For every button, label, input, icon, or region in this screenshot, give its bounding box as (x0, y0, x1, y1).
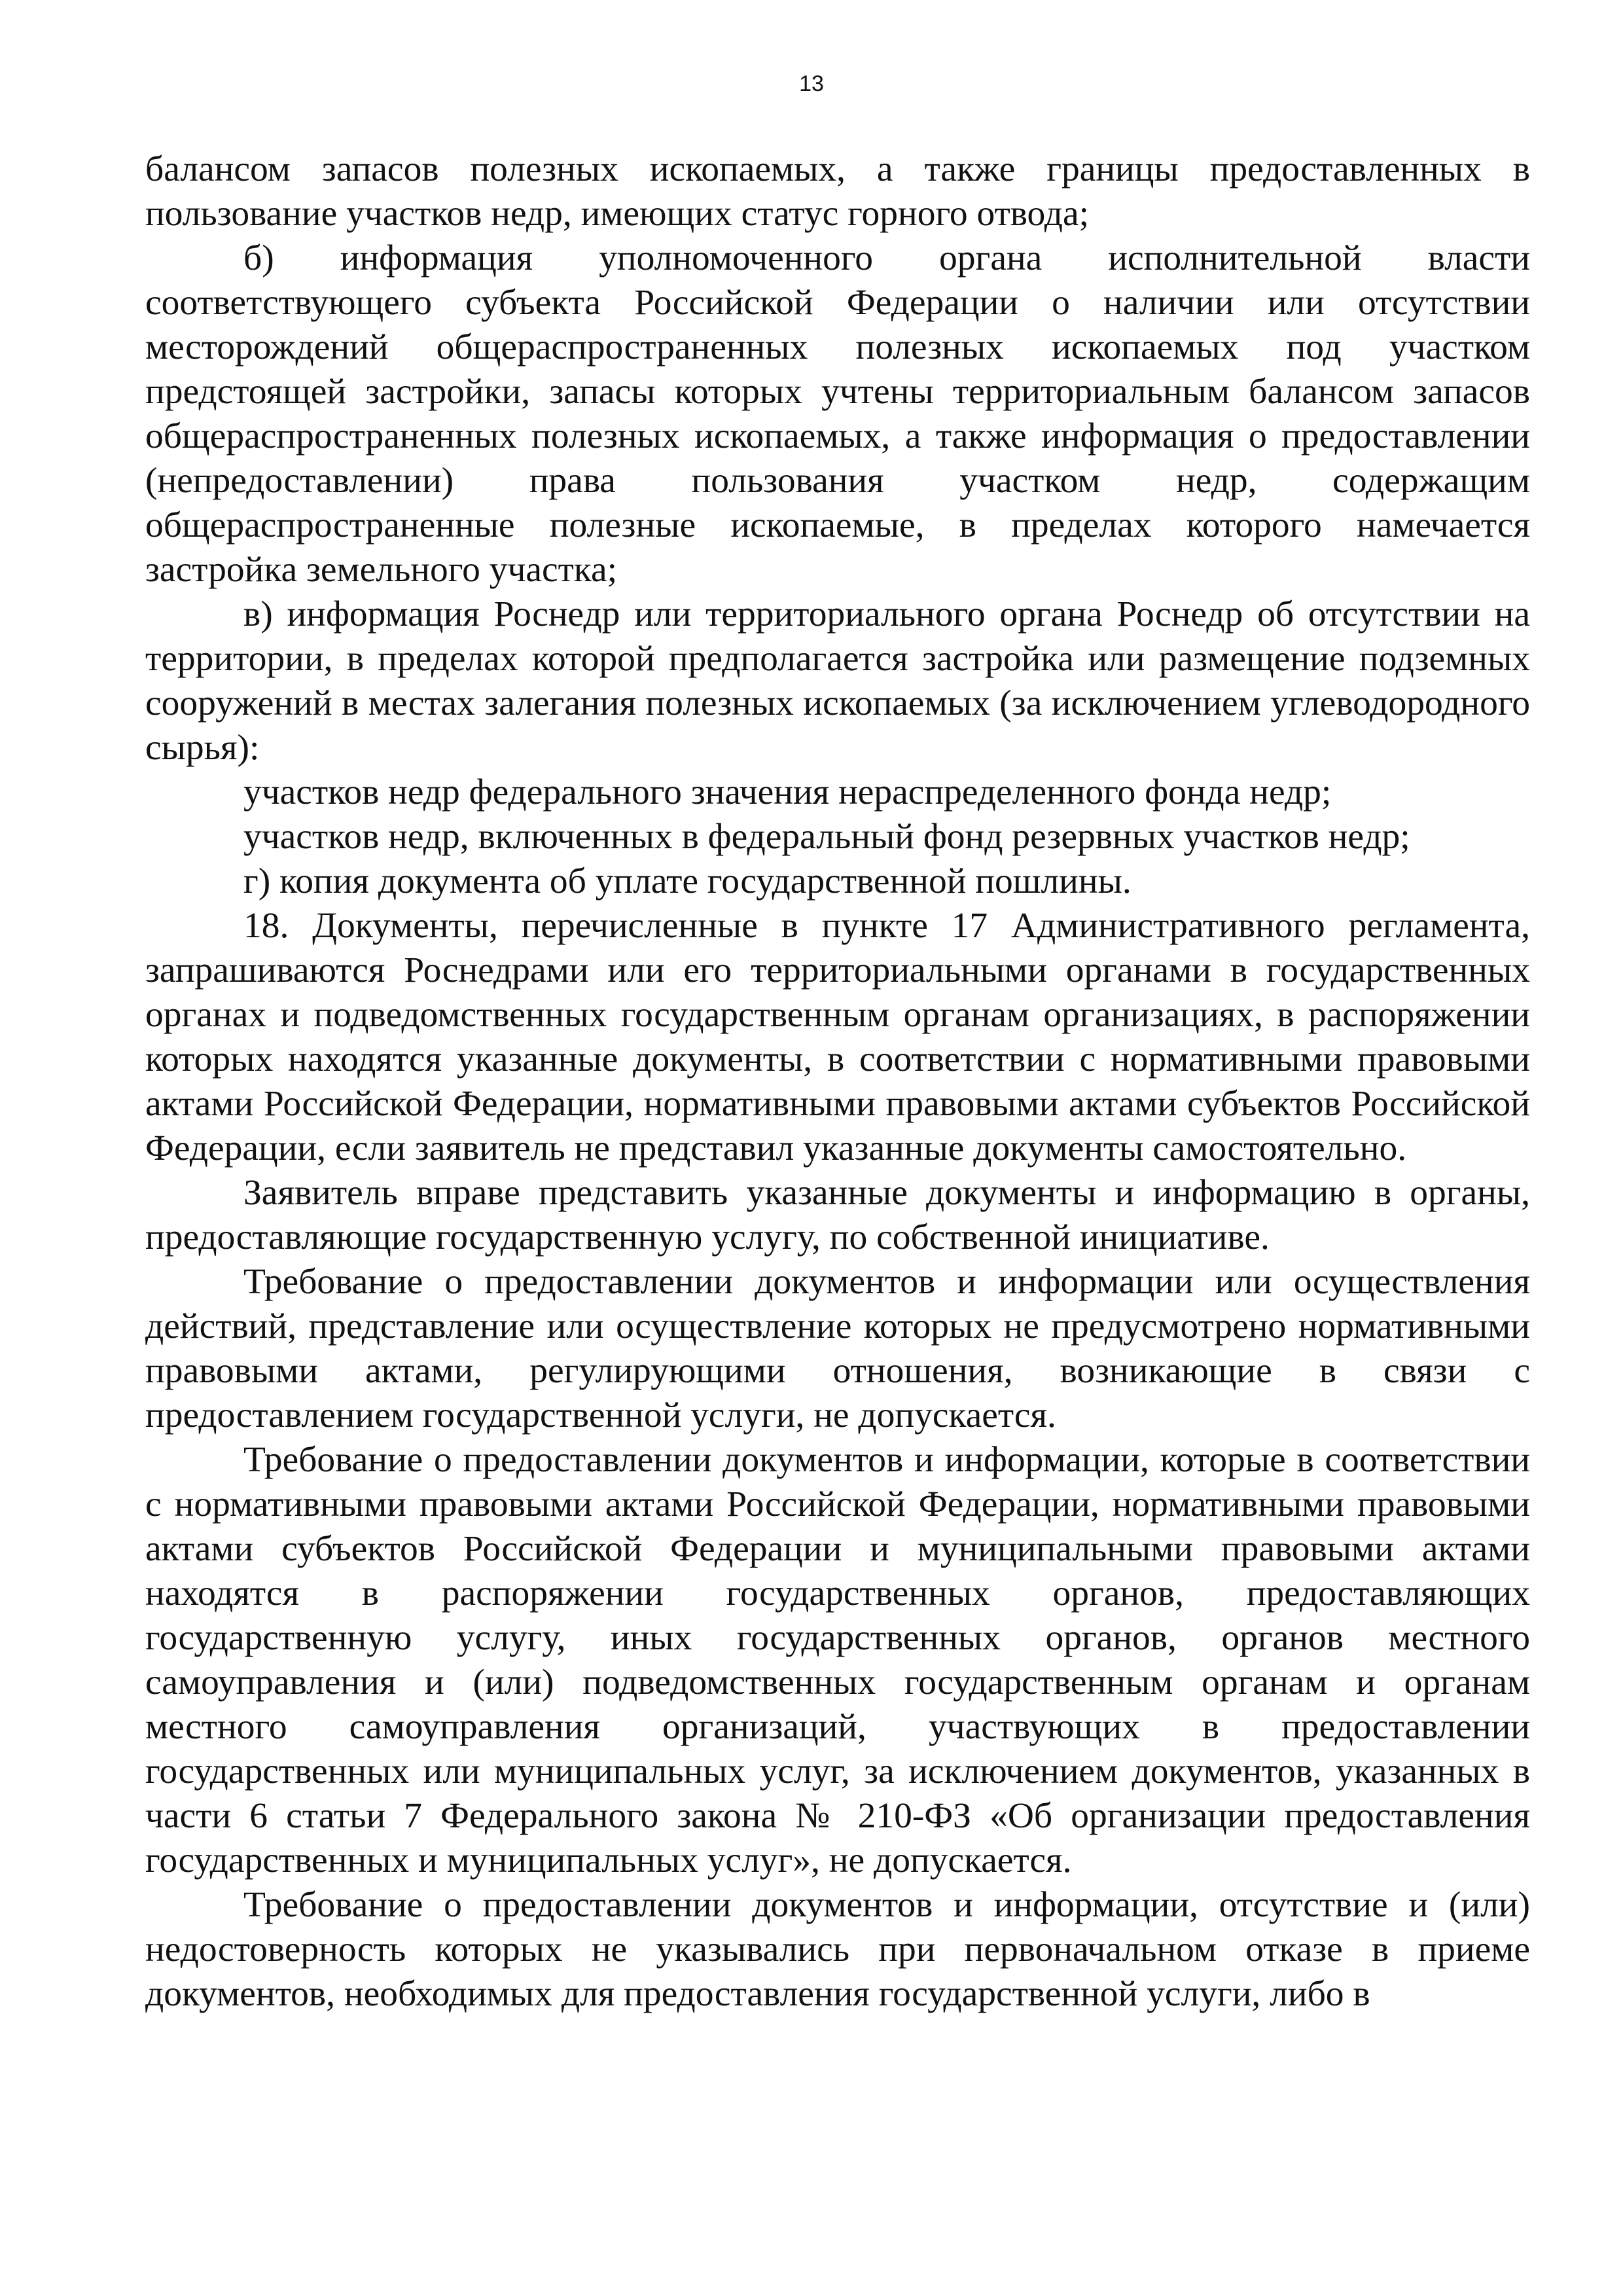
paragraph-item-g: г) копия документа об уплате государственной пошлины. (243, 861, 1132, 901)
paragraph-clause-18: 18. Документы, перечисленные в пункте 17 Административного регламента, запрашиваются Роснедрами или его территориальными органами в государственных органах и подведомственных государственным органам организациях, в распоряжении которых находятся указанные документы, в соответствии с нормативными правовыми актами Российской Федерации, нормативными правовыми актами субъектов Российской Федерации, если заявитель не представил указанные документы самостоятельно. (145, 906, 1530, 1168)
paragraph-subitem-reserve: участков недр, включенных в федеральный фонд резервных участков недр; (243, 817, 1410, 857)
paragraph-requirement-1: Требование о предоставлении документов и информации или осуществления действий, представление или осуществление которых не предусмотрено нормативными правовыми актами, регулирующими отношения, возникающие в связи с предоставлением государственной услуги, не допускается. (145, 1262, 1530, 1435)
document-body (145, 147, 1530, 2017)
paragraph-item-v: в) информация Роснедр или территориального органа Роснедр об отсутствии на территории, в пределах которой предполагается застройка или размещение подземных сооружений в местах залегания полезных ископаемых (за исключением углеводородного сырья): (145, 594, 1530, 768)
paragraph-subitem-federal: участков недр федерального значения нераспределенного фонда недр; (243, 772, 1332, 812)
paragraph-requirement-3: Требование о предоставлении документов и информации, отсутствие и (или) недостоверность которых не указывались при первоначальном отказе в приеме документов, необходимых для предоставления государственной услуги, либо в (145, 1885, 1530, 2014)
paragraph-requirement-2: Требование о предоставлении документов и информации, которые в соответствии с нормативными правовыми актами Российской Федерации, нормативными правовыми актами субъектов Российской Федерации и муниципальными правовыми актами находятся в распоряжении государственных органов, предоставляющих государственную услугу, иных государственных органов, органов местного самоуправления и (или) подведомственных государственным органам и органам местного самоуправления организаций, участвующих в предоставлении государственных или муниципальных услуг, за исключением документов, указанных в части 6 статьи 7 Федерального закона № 210-ФЗ «Об организации предоставления государственных и муниципальных услуг», не допускается. (145, 1440, 1530, 1880)
page-number: 13 (799, 71, 824, 96)
paragraph-continuation: балансом запасов полезных ископаемых, а также границы предоставленных в пользование участков недр, имеющих статус горного отвода; (145, 149, 1530, 234)
paragraph-applicant-right: Заявитель вправе представить указанные документы и информацию в органы, предоставляющие государственную услугу, по собственной инициативе. (145, 1173, 1530, 1257)
paragraph-item-b: б) информация уполномоченного органа исполнительной власти соответствующего субъекта Российской Федерации о наличии или отсутствии месторождений общераспространенных полезных ископаемых под участком предстоящей застройки, запасы которых учтены территориальным балансом запасов общераспространенных полезных ископаемых, а также информация о предоставлении (непредоставлении) права пользования участком недр, содержащим общераспространенные полезные ископаемые, в пределах которого намечается застройка земельного участка; (145, 238, 1530, 590)
